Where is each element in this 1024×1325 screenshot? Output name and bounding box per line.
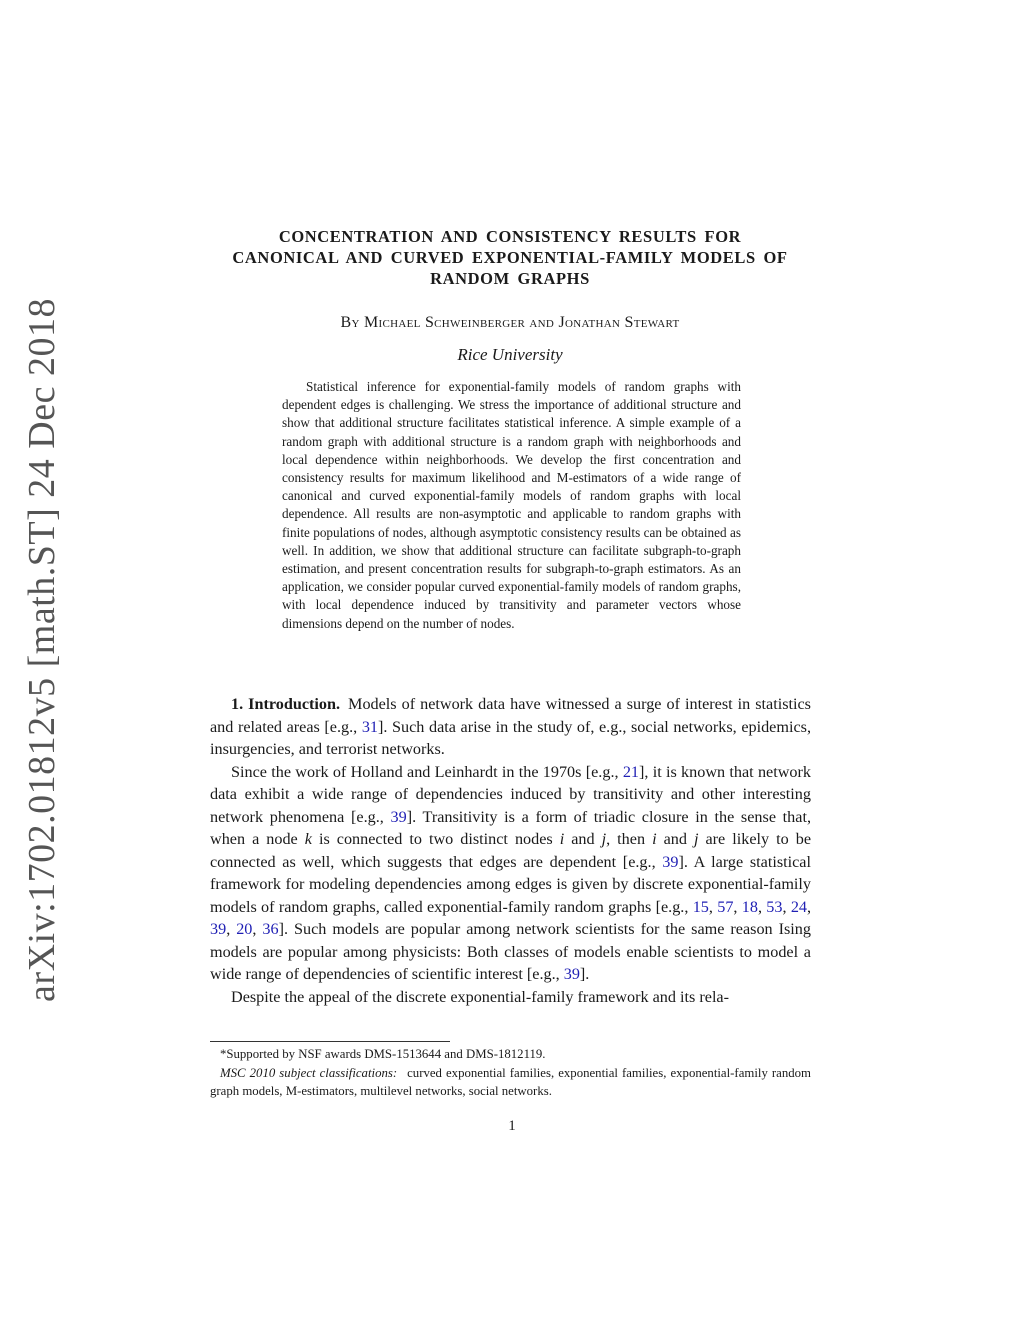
citation-link[interactable]: 18	[741, 897, 758, 916]
citation-link[interactable]: 39	[662, 852, 679, 871]
msc-text: curved exponential families, exponential families, exponential-family random graph models, M-estimators, multilevel networks, social networks.	[210, 1065, 811, 1098]
abstract	[282, 378, 741, 633]
citation-link[interactable]: 24	[790, 897, 807, 916]
msc-footnote	[210, 1064, 811, 1101]
citation-link[interactable]: 36	[262, 920, 279, 938]
author-line: By Michael Schweinberger and Jonathan Stewart	[340, 314, 680, 331]
footnote-rule	[210, 1041, 450, 1042]
citation-link[interactable]: 31	[361, 717, 378, 736]
section-heading: 1. Introduction.	[231, 695, 341, 713]
arxiv-id: arXiv:1702.01812v5 [math.ST] 24 Dec 2018	[21, 298, 63, 1002]
footnotes	[210, 1045, 811, 1101]
arxiv-sidebar-stamp	[2, 298, 82, 1002]
citation-link[interactable]: 39	[210, 920, 227, 938]
abstract-text: Statistical inference for exponential-family models of random graphs with dependent edges is challenging. We stress the importance of additional structure and show that additional structure facilitates statistical inference. A simple example of a random graph with additional structure is a random graph with neighborhoods and local dependence within neighborhoods. We develop the first concentration and consistency results for maximum likelihood and M-estimators of a wide range of canonical and curved exponential-family models of random graphs with local dependence. All results are non-asymptotic and applicable to random graphs with finite populations of nodes, although asymptotic consistency results can be obtained as well. In addition, we show that additional structure can facilitate subgraph-to-graph estimation, and present concentration results for subgraph-to-graph estimators. As an application, we consider popular curved exponential-family models of random graphs, with local dependence induced by transitivity and parameter vectors whose dimensions depend on the number of nodes.	[282, 379, 741, 631]
citation-link[interactable]: 53	[766, 897, 783, 916]
funding-footnote: *Supported by NSF awards DMS-1513644 and DMS-1812119.	[220, 1047, 546, 1061]
intro-paragraph-2: Since the work of Holland and Leinhardt in the 1970s [e.g., 21], it is known that network data exhibit a wide range of dependencies induced by transitivity and other interesting network phenomena [e.g., 39]. Transitivity is a form of triadic closure in the sense that, when a node k is connected to two distinct nodes i and j, then i and j are likely to be connected as well, which suggests that edges are dependent [e.g., 39]. A large statistical framework for modeling dependencies among edges is given by discrete exponential-family models of random graphs, called exponential-family random graphs [e.g., 15, 57, 18, 53, 24, 39, 20, 36]. Such models are popular among network scientists for the same reason Ising models are popular among physicists: Both classes of models enable scientists to model a wide range of dependencies of scientific interest [e.g., 39].	[210, 762, 812, 983]
citation-link[interactable]: 57	[717, 897, 734, 916]
paper-title	[200, 226, 820, 289]
title-line: CANONICAL AND CURVED EXPONENTIAL-FAMILY MODELS OF	[232, 248, 788, 267]
citation-link[interactable]: 15	[692, 897, 709, 916]
citation-link[interactable]: 39	[390, 807, 407, 826]
intro-paragraph-3: Despite the appeal of the discrete exponential-family framework and its rela-	[231, 987, 730, 1006]
citation-link[interactable]: 21	[622, 762, 639, 781]
citation-link[interactable]: 20	[236, 920, 253, 938]
introduction-section	[210, 693, 811, 1008]
msc-label: MSC 2010 subject classifications:	[220, 1065, 398, 1080]
title-line: RANDOM GRAPHS	[430, 269, 590, 288]
title-line: CONCENTRATION AND CONSISTENCY RESULTS FOR	[278, 227, 742, 246]
affiliation: Rice University	[457, 345, 563, 364]
intro-paragraph-1: 1. Introduction. Models of network data have witnessed a surge of interest in statistics and related areas [e.g., 31]. Such data arise in the study of, e.g., social networks, epidemics, insurgencies, and terrorist networks.	[210, 695, 811, 758]
page-number: 1	[508, 1118, 516, 1134]
citation-link[interactable]: 39	[563, 965, 580, 983]
